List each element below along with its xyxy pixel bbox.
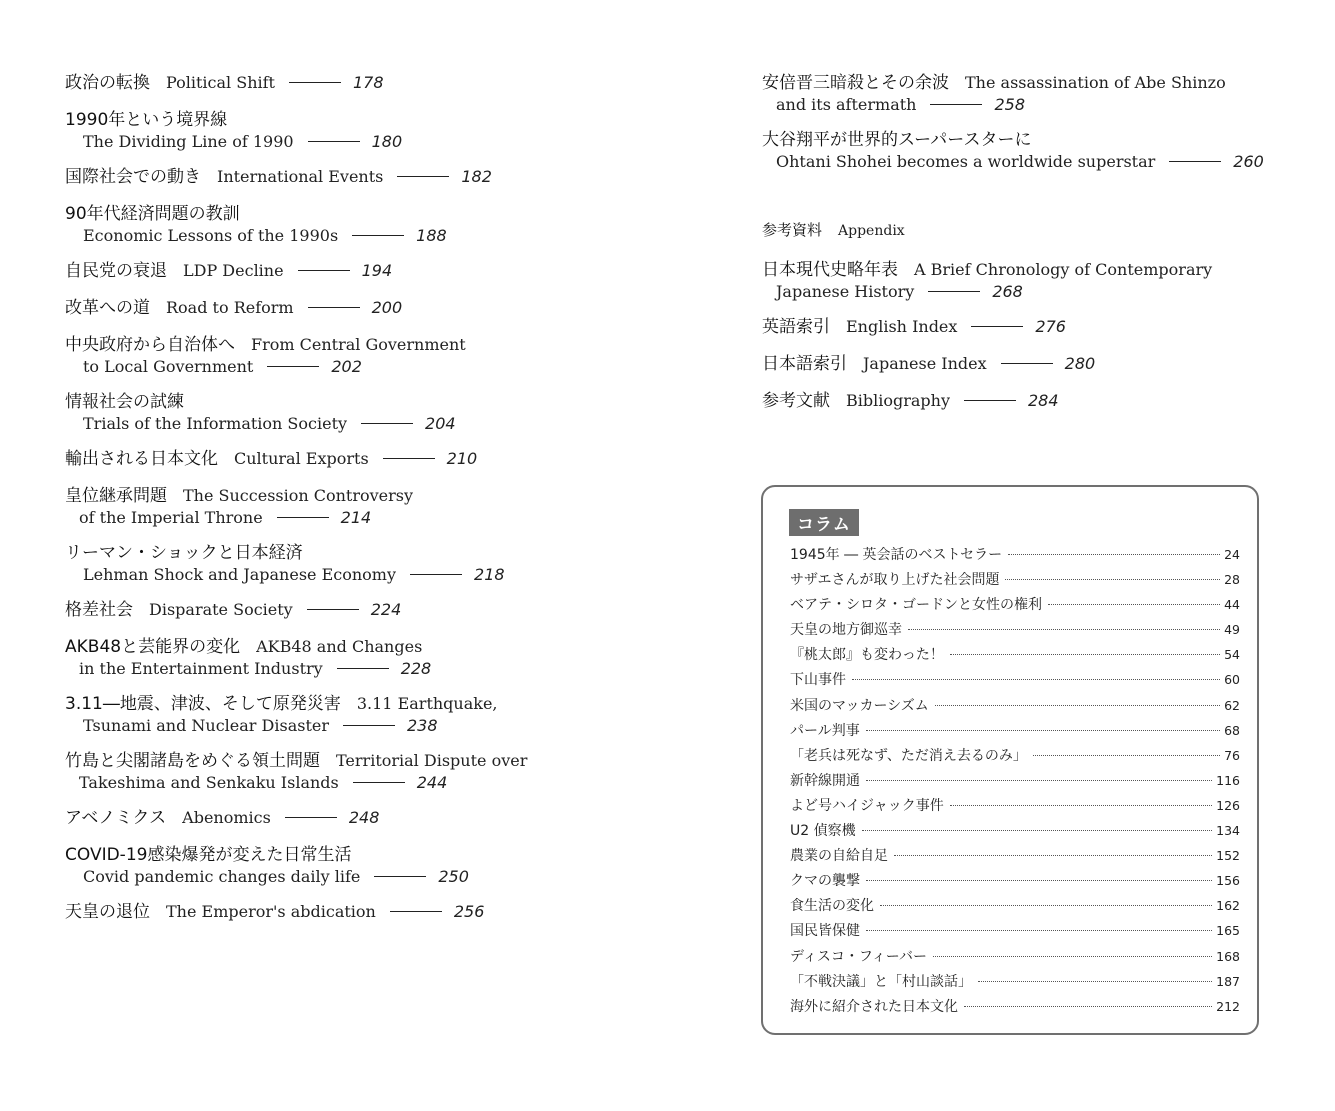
dot-leader [935, 705, 1220, 706]
column-item-page: 44 [1224, 597, 1240, 613]
dot-leader [880, 905, 1212, 906]
entry-title-jp: 安倍晋三暗殺とその余波 [762, 73, 949, 93]
dot-leader [950, 654, 1220, 655]
entry-page: 188 [416, 226, 447, 245]
entry-page: 194 [361, 261, 393, 280]
dot-leader [894, 855, 1212, 856]
page-dash [361, 423, 413, 424]
column-item[interactable] [790, 619, 1240, 644]
entry-title-en: The assassination of Abe Shinzo [965, 73, 1226, 92]
column-item-page: 165 [1216, 923, 1240, 939]
dot-leader [1033, 755, 1220, 756]
column-item[interactable] [790, 946, 1240, 971]
entry-page: 280 [1064, 354, 1096, 373]
column-item-title: U2 偵察機 [790, 823, 856, 840]
page-dash [289, 82, 341, 83]
entry-title-en: Covid pandemic changes daily life [83, 867, 361, 886]
toc-entry[interactable] [65, 297, 685, 319]
page-dash [397, 176, 449, 177]
appendix-heading-en: Appendix [838, 223, 905, 239]
column-item-page: 212 [1216, 998, 1240, 1014]
toc-entry[interactable] [65, 599, 685, 621]
appendix-entry[interactable] [762, 259, 1302, 303]
entry-title-en: The Succession Controversy [183, 486, 414, 505]
toc-entry[interactable] [65, 72, 685, 94]
entry-page: 244 [416, 773, 448, 792]
toc-entry[interactable] [762, 72, 1302, 116]
entry-page: 284 [1028, 391, 1059, 410]
toc-entry[interactable] [65, 844, 685, 888]
page-dash [964, 400, 1016, 401]
entry-title-jp: 政治の転換 [65, 73, 150, 93]
column-item-title: 下山事件 [790, 672, 846, 689]
entry-title-jp: COVID-19感染爆発が変えた日常生活 [65, 845, 352, 865]
toc-entry[interactable] [65, 542, 685, 586]
column-item-page: 24 [1224, 547, 1240, 562]
entry-title-jp: 日本語索引 [762, 354, 847, 374]
column-item-title: ディスコ・フィーバー [790, 948, 928, 965]
entry-title-en-cont: to Local Government [83, 357, 254, 376]
entry-title-en: A Brief Chronology of Contemporary [914, 260, 1213, 279]
column-item-title: 「老兵は死なず、ただ消え去るのみ」 [790, 747, 1027, 764]
page-dash [352, 235, 404, 236]
column-item-title: 1945年 ― 英会話のベストセラー [790, 547, 1003, 563]
dot-leader [933, 956, 1212, 957]
entry-page: 250 [438, 867, 469, 886]
entry-page: 218 [474, 565, 505, 584]
column-list [790, 544, 1240, 1021]
entry-title-en: Japanese Index [863, 354, 987, 373]
dot-leader [964, 1006, 1212, 1007]
entry-title-jp: 改革への道 [65, 298, 150, 318]
page-dash [410, 574, 462, 575]
toc-entry[interactable] [65, 334, 685, 378]
toc-entry[interactable] [762, 129, 1302, 173]
column-item-page: 54 [1224, 647, 1240, 663]
entry-title-jp: 天皇の退位 [65, 902, 150, 922]
entry-title-jp: AKB48と芸能界の変化 [65, 637, 241, 657]
entry-page: 224 [370, 600, 402, 619]
column-item-title: 国民皆保健 [790, 923, 860, 940]
page-dash [1001, 363, 1053, 364]
column-item[interactable] [790, 996, 1240, 1021]
dot-leader [852, 679, 1220, 680]
entry-title-en: Economic Lessons of the 1990s [83, 226, 339, 245]
toc-entry[interactable] [65, 448, 685, 470]
dot-leader [978, 981, 1212, 982]
page-dash [383, 458, 435, 459]
entry-page: 228 [400, 659, 432, 678]
column-item[interactable] [790, 845, 1240, 870]
entry-title-en-cont: and its aftermath [776, 95, 917, 114]
dot-leader [908, 629, 1220, 630]
column-item[interactable] [790, 920, 1240, 945]
entry-title-en: Lehman Shock and Japanese Economy [83, 565, 397, 584]
page-dash [1169, 161, 1221, 162]
column-item-title: 農業の自給自足 [790, 848, 888, 865]
entry-title-jp: 輸出される日本文化 [65, 449, 218, 469]
page-dash [277, 517, 329, 518]
entry-page: 204 [425, 414, 456, 433]
entry-title-en-cont: in the Entertainment Industry [79, 659, 323, 678]
appendix-heading [762, 219, 1302, 242]
entry-page: 202 [331, 357, 362, 376]
column-item-page: 62 [1224, 697, 1240, 713]
toc-entry[interactable] [65, 203, 685, 247]
column-item[interactable] [790, 644, 1240, 669]
entry-page: 276 [1035, 317, 1066, 336]
dot-leader [1048, 604, 1220, 605]
column-item-title: ベアテ・シロタ・ゴードンと女性の権利 [790, 597, 1042, 614]
page-dash [971, 326, 1023, 327]
page-dash [343, 725, 395, 726]
entry-title-en: 3.11 Earthquake, [356, 694, 498, 713]
toc-entry[interactable] [65, 750, 685, 794]
entry-title-jp: リーマン・ショックと日本経済 [65, 543, 303, 563]
column-item[interactable] [790, 594, 1240, 619]
column-item[interactable] [790, 720, 1240, 745]
entry-page: 182 [461, 167, 492, 186]
toc-entry[interactable] [65, 693, 685, 737]
column-item-page: 152 [1216, 848, 1240, 864]
column-item-page: 60 [1224, 672, 1240, 688]
entry-title-jp: アベノミクス [65, 808, 167, 828]
entry-title-jp: 参考文献 [762, 391, 830, 411]
entry-title-en: Cultural Exports [234, 449, 369, 468]
column-item-title: パール判事 [790, 722, 860, 739]
dot-leader [866, 730, 1220, 731]
page-dash [928, 291, 980, 292]
dot-leader [866, 880, 1212, 881]
entry-title-jp: 皇位継承問題 [65, 486, 167, 506]
entry-title-en: Road to Reform [166, 298, 294, 317]
column-item-title: 海外に紹介された日本文化 [790, 998, 958, 1015]
entry-title-en: Territorial Dispute over [336, 751, 528, 770]
column-item-page: 116 [1216, 772, 1240, 788]
entry-title-jp: 情報社会の試練 [65, 392, 184, 412]
entry-title-en-cont: of the Imperial Throne [79, 508, 263, 527]
column-item-page: 168 [1216, 948, 1240, 964]
column-item-title: 天皇の地方御巡幸 [790, 622, 902, 639]
page-dash [353, 782, 405, 783]
entry-page: 248 [348, 808, 380, 827]
toc-entry[interactable] [65, 485, 685, 529]
column-item-title: 『桃太郎』も変わった！ [790, 647, 944, 664]
entry-title-en-cont: Tsunami and Nuclear Disaster [83, 716, 329, 735]
column-item[interactable] [790, 695, 1240, 720]
column-item[interactable] [790, 971, 1240, 996]
toc-entry[interactable] [65, 166, 685, 188]
page-dash [930, 104, 982, 105]
column-item[interactable] [790, 544, 1240, 569]
dot-leader [862, 830, 1213, 831]
column-item-page: 156 [1216, 873, 1240, 889]
entry-title-en: Disparate Society [149, 600, 293, 619]
entry-page: 260 [1233, 152, 1264, 171]
page-dash [337, 668, 389, 669]
column-item-page: 134 [1216, 823, 1240, 839]
entry-title-jp: 90年代経済問題の教訓 [65, 204, 240, 224]
toc-entry[interactable] [65, 109, 685, 153]
entry-title-en: AKB48 and Changes [256, 637, 423, 656]
entry-title-jp: 中央政府から自治体へ [65, 335, 235, 355]
entry-title-en: Abenomics [182, 808, 271, 827]
dot-leader [1008, 554, 1220, 555]
column-item[interactable] [790, 870, 1240, 895]
toc-left-column [65, 72, 685, 938]
entry-title-en: Bibliography [846, 391, 950, 410]
column-item-page: 76 [1224, 747, 1240, 763]
toc-right-column [762, 72, 1302, 427]
entry-page: 200 [371, 298, 403, 317]
entry-title-jp: 自民党の衰退 [65, 261, 167, 281]
column-item-title: 「不戦決議」と「村山談話」 [790, 973, 972, 990]
column-box [761, 485, 1259, 1035]
column-item-page: 28 [1224, 572, 1240, 588]
appendix-entry[interactable] [762, 353, 1302, 375]
page-dash [285, 817, 337, 818]
entry-page: 238 [407, 716, 438, 735]
entry-title-en: From Central Government [251, 335, 466, 354]
entry-title-en-cont: Japanese History [776, 282, 915, 301]
entry-title-jp: 1990年という境界線 [65, 110, 228, 130]
entry-page: 258 [994, 95, 1026, 114]
column-item-page: 162 [1216, 898, 1240, 914]
page-dash [308, 307, 360, 308]
page-dash [267, 366, 319, 367]
entry-title-en: Ohtani Shohei becomes a worldwide superstar [776, 152, 1156, 171]
column-item-title: 新幹線開通 [790, 772, 860, 789]
entry-title-en: English Index [846, 317, 958, 336]
entry-title-en: The Dividing Line of 1990 [83, 132, 294, 151]
page-dash [307, 609, 359, 610]
column-item-title: よど号ハイジャック事件 [790, 797, 944, 814]
column-item-title: 食生活の変化 [790, 898, 874, 915]
entry-page: 180 [371, 132, 403, 151]
entry-title-en: International Events [217, 167, 384, 186]
column-item-title: クマの襲撃 [790, 873, 860, 890]
entry-title-jp: 3.11―地震、津波、そして原発災害 [65, 694, 341, 714]
column-item-title: 米国のマッカーシズム [790, 697, 929, 714]
entry-title-jp: 格差社会 [65, 600, 133, 620]
entry-page: 178 [352, 73, 384, 92]
entry-title-en: Political Shift [166, 73, 275, 92]
column-item-page: 68 [1224, 722, 1240, 738]
entry-page: 268 [992, 282, 1023, 301]
column-item-title: サザエさんが取り上げた社会問題 [790, 572, 1000, 589]
toc-entry[interactable] [65, 260, 685, 282]
entry-title-jp: 日本現代史略年表 [762, 260, 898, 280]
column-item[interactable] [790, 745, 1240, 770]
page-dash [298, 270, 350, 271]
entry-title-en: Trials of the Information Society [83, 414, 348, 433]
entry-page: 214 [340, 508, 372, 527]
toc-entry[interactable] [65, 807, 685, 829]
column-item[interactable] [790, 795, 1240, 820]
appendix-entry[interactable] [762, 390, 1302, 412]
entry-title-en-cont: Takeshima and Senkaku Islands [79, 773, 339, 792]
entry-page: 256 [453, 902, 485, 921]
appendix-entry[interactable] [762, 316, 1302, 338]
toc-entry[interactable] [65, 391, 685, 435]
column-item-page: 126 [1216, 797, 1240, 813]
dot-leader [950, 805, 1212, 806]
entry-page: 210 [446, 449, 478, 468]
dot-leader [1005, 579, 1220, 580]
column-label-badge: コラム [789, 509, 859, 536]
dot-leader [866, 930, 1212, 931]
toc-entry[interactable] [65, 636, 685, 680]
entry-title-en: The Emperor's abdication [166, 902, 376, 921]
page-dash [390, 911, 442, 912]
column-item[interactable] [790, 820, 1240, 845]
toc-entry[interactable] [65, 901, 685, 923]
page-dash [308, 141, 360, 142]
entry-title-jp: 大谷翔平が世界的スーパースターに [762, 130, 1032, 150]
column-item[interactable] [790, 895, 1240, 920]
dot-leader [866, 780, 1212, 781]
column-item-page: 187 [1216, 973, 1240, 989]
entry-title-en: LDP Decline [183, 261, 284, 280]
column-item[interactable] [790, 669, 1240, 694]
column-item[interactable] [790, 569, 1240, 594]
appendix-heading-jp: 参考資料 [762, 221, 823, 239]
page-dash [374, 876, 426, 877]
column-item-page: 49 [1224, 622, 1240, 638]
entry-title-jp: 国際社会での動き [65, 167, 201, 187]
entry-title-jp: 竹島と尖閣諸島をめぐる領土問題 [65, 751, 320, 771]
column-item[interactable] [790, 770, 1240, 795]
entry-title-jp: 英語索引 [762, 317, 830, 337]
